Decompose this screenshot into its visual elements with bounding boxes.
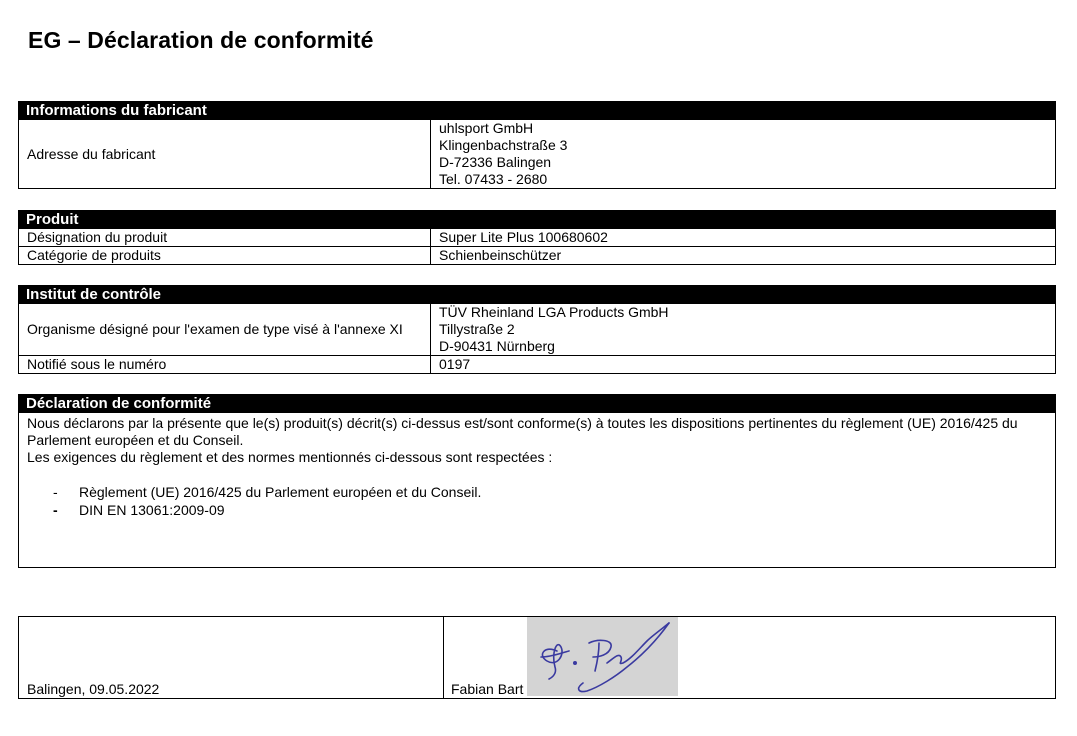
declaration-body — [18, 413, 1056, 568]
product-table — [18, 229, 1056, 265]
product-designation-label: Désignation du produit — [19, 229, 431, 247]
product-category-label: Catégorie de produits — [19, 247, 431, 265]
list-dash: - — [53, 501, 58, 518]
address-line: Klingenbachstraße 3 — [439, 137, 568, 153]
manufacturer-table — [18, 120, 1056, 189]
declaration-header: Déclaration de conformité — [18, 394, 1056, 413]
manufacturer-header: Informations du fabricant — [18, 101, 1056, 120]
manufacturer-section — [18, 101, 1056, 189]
notified-label: Notifié sous le numéro — [19, 356, 431, 374]
notified-value: 0197 — [431, 356, 1056, 374]
institute-table — [18, 304, 1056, 374]
address-line: TÜV Rheinland LGA Products GmbH — [439, 304, 669, 320]
manufacturer-address-label: Adresse du fabricant — [19, 120, 431, 189]
address-line: Tel. 07433 - 2680 — [439, 171, 548, 187]
address-line: uhlsport GmbH — [439, 120, 534, 136]
page-title: EG – Déclaration de conformité — [28, 27, 374, 53]
institute-label: Organisme désigné pour l'examen de type visé à l'annexe XI — [19, 304, 431, 356]
manufacturer-address-value — [431, 120, 1056, 189]
list-item — [27, 483, 1047, 501]
declaration-requirements-text: Les exigences du règlement et des normes mentionnés ci-dessous sont respectées : — [27, 449, 553, 465]
list-item-text: DIN EN 13061:2009-09 — [79, 501, 225, 518]
list-item — [27, 501, 1047, 519]
list-item-text: Règlement (UE) 2016/425 du Parlement européen et du Conseil. — [79, 483, 482, 500]
institute-section — [18, 285, 1056, 374]
product-designation-value: Super Lite Plus 100680602 — [431, 229, 1056, 247]
handwritten-signature — [527, 617, 678, 696]
signature-image — [527, 617, 678, 696]
place-date: Balingen, 09.05.2022 — [27, 681, 160, 697]
signature-block — [18, 616, 1056, 699]
address-line: D-90431 Nürnberg — [439, 338, 555, 354]
standards-list — [27, 483, 1047, 519]
declaration-text: Nous déclarons par la présente que le(s) produit(s) décrit(s) ci-dessus est/sont conforme(s) à toutes les dispositions pertinentes du règlement (UE) 2016/425 du Parlement européen et du Conseil. — [27, 415, 1018, 448]
address-line: D-72336 Balingen — [439, 154, 552, 170]
product-section — [18, 210, 1056, 265]
address-line: Tillystraße 2 — [439, 321, 515, 337]
declaration-section — [18, 394, 1056, 568]
signature-left-cell — [19, 617, 444, 698]
signer-name: Fabian Bart — [451, 681, 524, 697]
product-header: Produit — [18, 210, 1056, 229]
institute-header: Institut de contrôle — [18, 285, 1056, 304]
list-dash: - — [53, 483, 58, 500]
institute-address-value — [431, 304, 1056, 356]
product-category-value: Schienbeinschützer — [431, 247, 1056, 265]
